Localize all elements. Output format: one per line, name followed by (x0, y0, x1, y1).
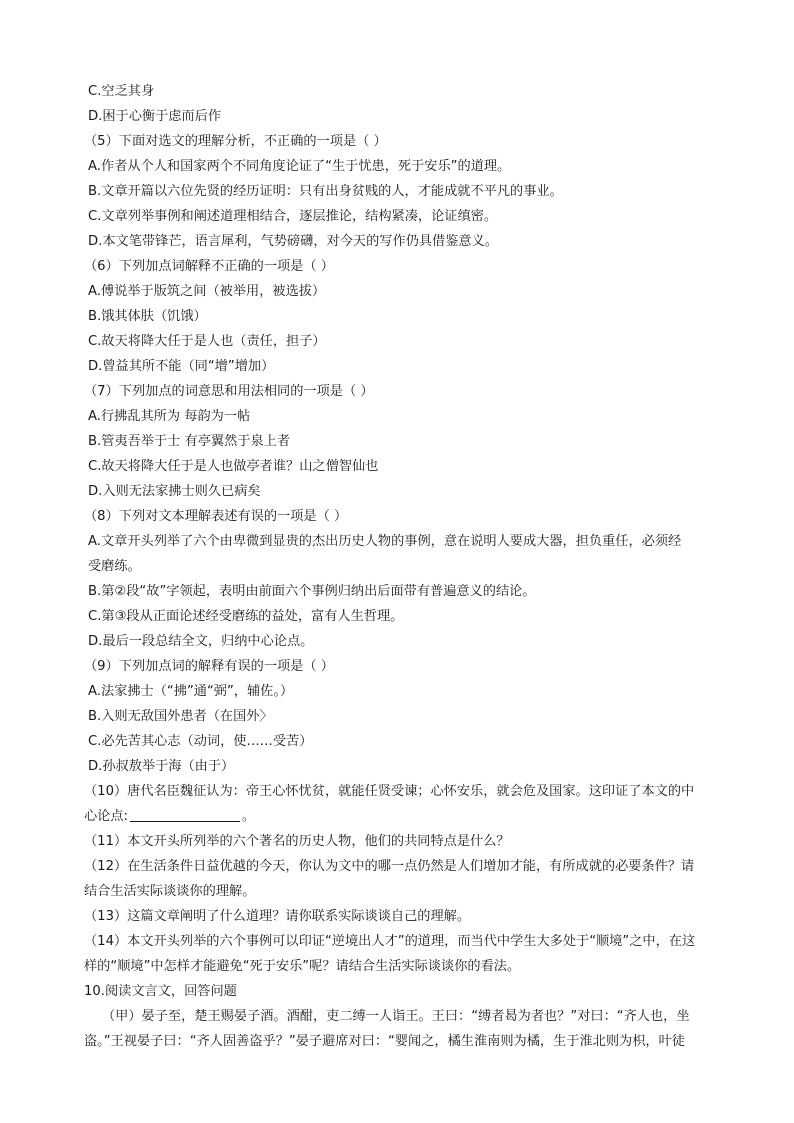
line-text: 受磨练。 (88, 559, 141, 574)
line-text: D.孙叔敖举于海（由于） (88, 759, 235, 774)
line-text: 样的“顺境”中怎样才能避免“死于安乐”呢？请结合生活实际谈谈你的看法。 (84, 959, 521, 974)
answer-option-line (84, 454, 724, 479)
answer-option-line (84, 679, 724, 704)
text-line (84, 929, 724, 954)
line-text: （6）下列加点词解释不正确的一项是（ ） (84, 259, 334, 274)
answer-option-line (84, 479, 724, 504)
answer-option-line (84, 579, 724, 604)
answer-option-line (84, 404, 724, 429)
text-line (84, 504, 724, 529)
answer-option-line (84, 729, 724, 754)
answer-option-line (84, 754, 724, 779)
line-text: （14）本文开头列举的六个事例可以印证“逆境出人才”的道理，而当代中学生大多处于“顺境”之中，在这 (84, 934, 696, 949)
text-line (84, 654, 724, 679)
answer-option-line (84, 79, 724, 104)
line-text: （13）这篇文章阐明了什么道理？请你联系实际谈谈自己的理解。 (84, 909, 471, 924)
line-text: C.必先苦其心志（动词，使……受苦） (88, 734, 313, 749)
line-text: B.饿其体肤（饥饿） (88, 309, 207, 324)
line-text: B.管夷吾举于士 有亭翼然于泉上者 (88, 434, 291, 449)
line-text: A.法家拂士（“拂”通“弼”，辅佐。） (88, 684, 294, 699)
text-line (84, 254, 724, 279)
answer-option-line (84, 304, 724, 329)
answer-option-line (84, 279, 724, 304)
answer-option-line (84, 529, 724, 554)
line-text: C.故天将降大任于是人也（责任，担子） (88, 334, 326, 349)
answer-option-line (84, 704, 724, 729)
line-text: C.故天将降大任于是人也做亭者谁？山之僧智仙也 (88, 459, 379, 474)
line-text: D.困于心衡于虑而后作 (88, 109, 222, 124)
line-text: A.傅说举于版筑之间（被举用，被选拔） (88, 284, 326, 299)
line-text: 结合生活实际谈谈你的理解。 (84, 884, 256, 899)
line-text: （7）下列加点的词意思和用法相同的一项是（ ） (84, 384, 374, 399)
text-line (84, 1029, 724, 1054)
line-text: D.本文笔带锋芒，语言犀利，气势磅礴，对今天的写作仍具借鉴意义。 (88, 234, 498, 249)
answer-option-line (84, 154, 724, 179)
line-text: C.第③段从正面论述经受磨练的益处，富有人生哲理。 (88, 609, 404, 624)
text-line (84, 879, 724, 904)
answer-option-line (84, 179, 724, 204)
text-line (84, 829, 724, 854)
answer-option-line (84, 204, 724, 229)
text-line (84, 804, 724, 829)
line-text: B.入则无敌国外患者（在国外〉 (88, 709, 273, 724)
text-line (84, 954, 724, 979)
line-text-after: 。 (242, 809, 256, 824)
text-line (84, 379, 724, 404)
line-text: 10.阅读文言文，回答问题 (84, 984, 237, 999)
line-text: D.曾益其所不能（同“增”增加） (88, 359, 275, 374)
line-text: 心论点: (84, 809, 129, 824)
line-text: （甲）晏子至，楚王赐晏子酒。酒酣，吏二缚一人诣王。王曰：“缚者曷为者也？”对曰：“齐人也，坐 (102, 1009, 690, 1024)
line-text: A.行拂乱其所为 每韵为一帖 (88, 409, 251, 424)
line-text: D.入则无法家拂士则久已病矣 (88, 484, 261, 499)
line-text: A.文章开头列举了六个由卑微到显贵的杰出历史人物的事例，意在说明人要成大器，担负重任，必须经 (88, 534, 682, 549)
line-text: B.文章开篇以六位先贤的经历证明：只有出身贫贱的人，才能成就不平凡的事业。 (88, 184, 563, 199)
line-text: C.文章列举事例和阐述道理相结合，逐层推论，结构紧凑，论证缜密。 (88, 209, 498, 224)
answer-option-line (84, 429, 724, 454)
answer-option-line (84, 229, 724, 254)
line-text: （10）唐代名臣魏征认为：帝王心怀忧贫，就能任贤受谏；心怀安乐，就会危及国家。这印证了本文的中 (84, 784, 695, 799)
line-text: A.作者从个人和国家两个不同角度论证了“生于忧患，死于安乐”的道理。 (88, 159, 511, 174)
line-text: （9）下列加点词的解释有误的一项是（ ） (84, 659, 334, 674)
line-text: （12）在生活条件日益优越的今天，你认为文中的哪一点仍然是人们增加才能，有所成就的必要条件？请 (84, 859, 695, 874)
line-text: （5）下面对选文的理解分析，不正确的一项是（ ） (84, 134, 387, 149)
answer-option-line (84, 554, 724, 579)
answer-option-line (84, 329, 724, 354)
answer-option-line (84, 104, 724, 129)
text-line (84, 904, 724, 929)
text-line (84, 979, 724, 1004)
line-text: 盗。”王视晏子曰：“齐人固善盗乎？”晏子避席对曰：“婴闻之，橘生淮南则为橘，生于淮北则为枳，叶徒 (84, 1034, 685, 1049)
answer-option-line (84, 604, 724, 629)
line-text: B.第②段“故”字领起，表明由前面六个事例归纳出后面带有普遍意义的结论。 (88, 584, 536, 599)
answer-option-line (84, 629, 724, 654)
text-line (84, 1004, 724, 1029)
line-text: D.最后一段总结全文，归纳中心论点。 (88, 634, 314, 649)
answer-option-line (84, 354, 724, 379)
line-text: （11）本文开头所列举的六个著名的历史人物，他们的共同特点是什么？ (84, 834, 510, 849)
line-text: C.空乏其身 (88, 84, 155, 99)
text-line (84, 129, 724, 154)
answer-blank (130, 807, 240, 822)
text-line (84, 779, 724, 804)
text-line (84, 854, 724, 879)
line-text: （8）下列对文本理解表述有误的一项是（ ） (84, 509, 348, 524)
document-body (84, 79, 724, 1054)
